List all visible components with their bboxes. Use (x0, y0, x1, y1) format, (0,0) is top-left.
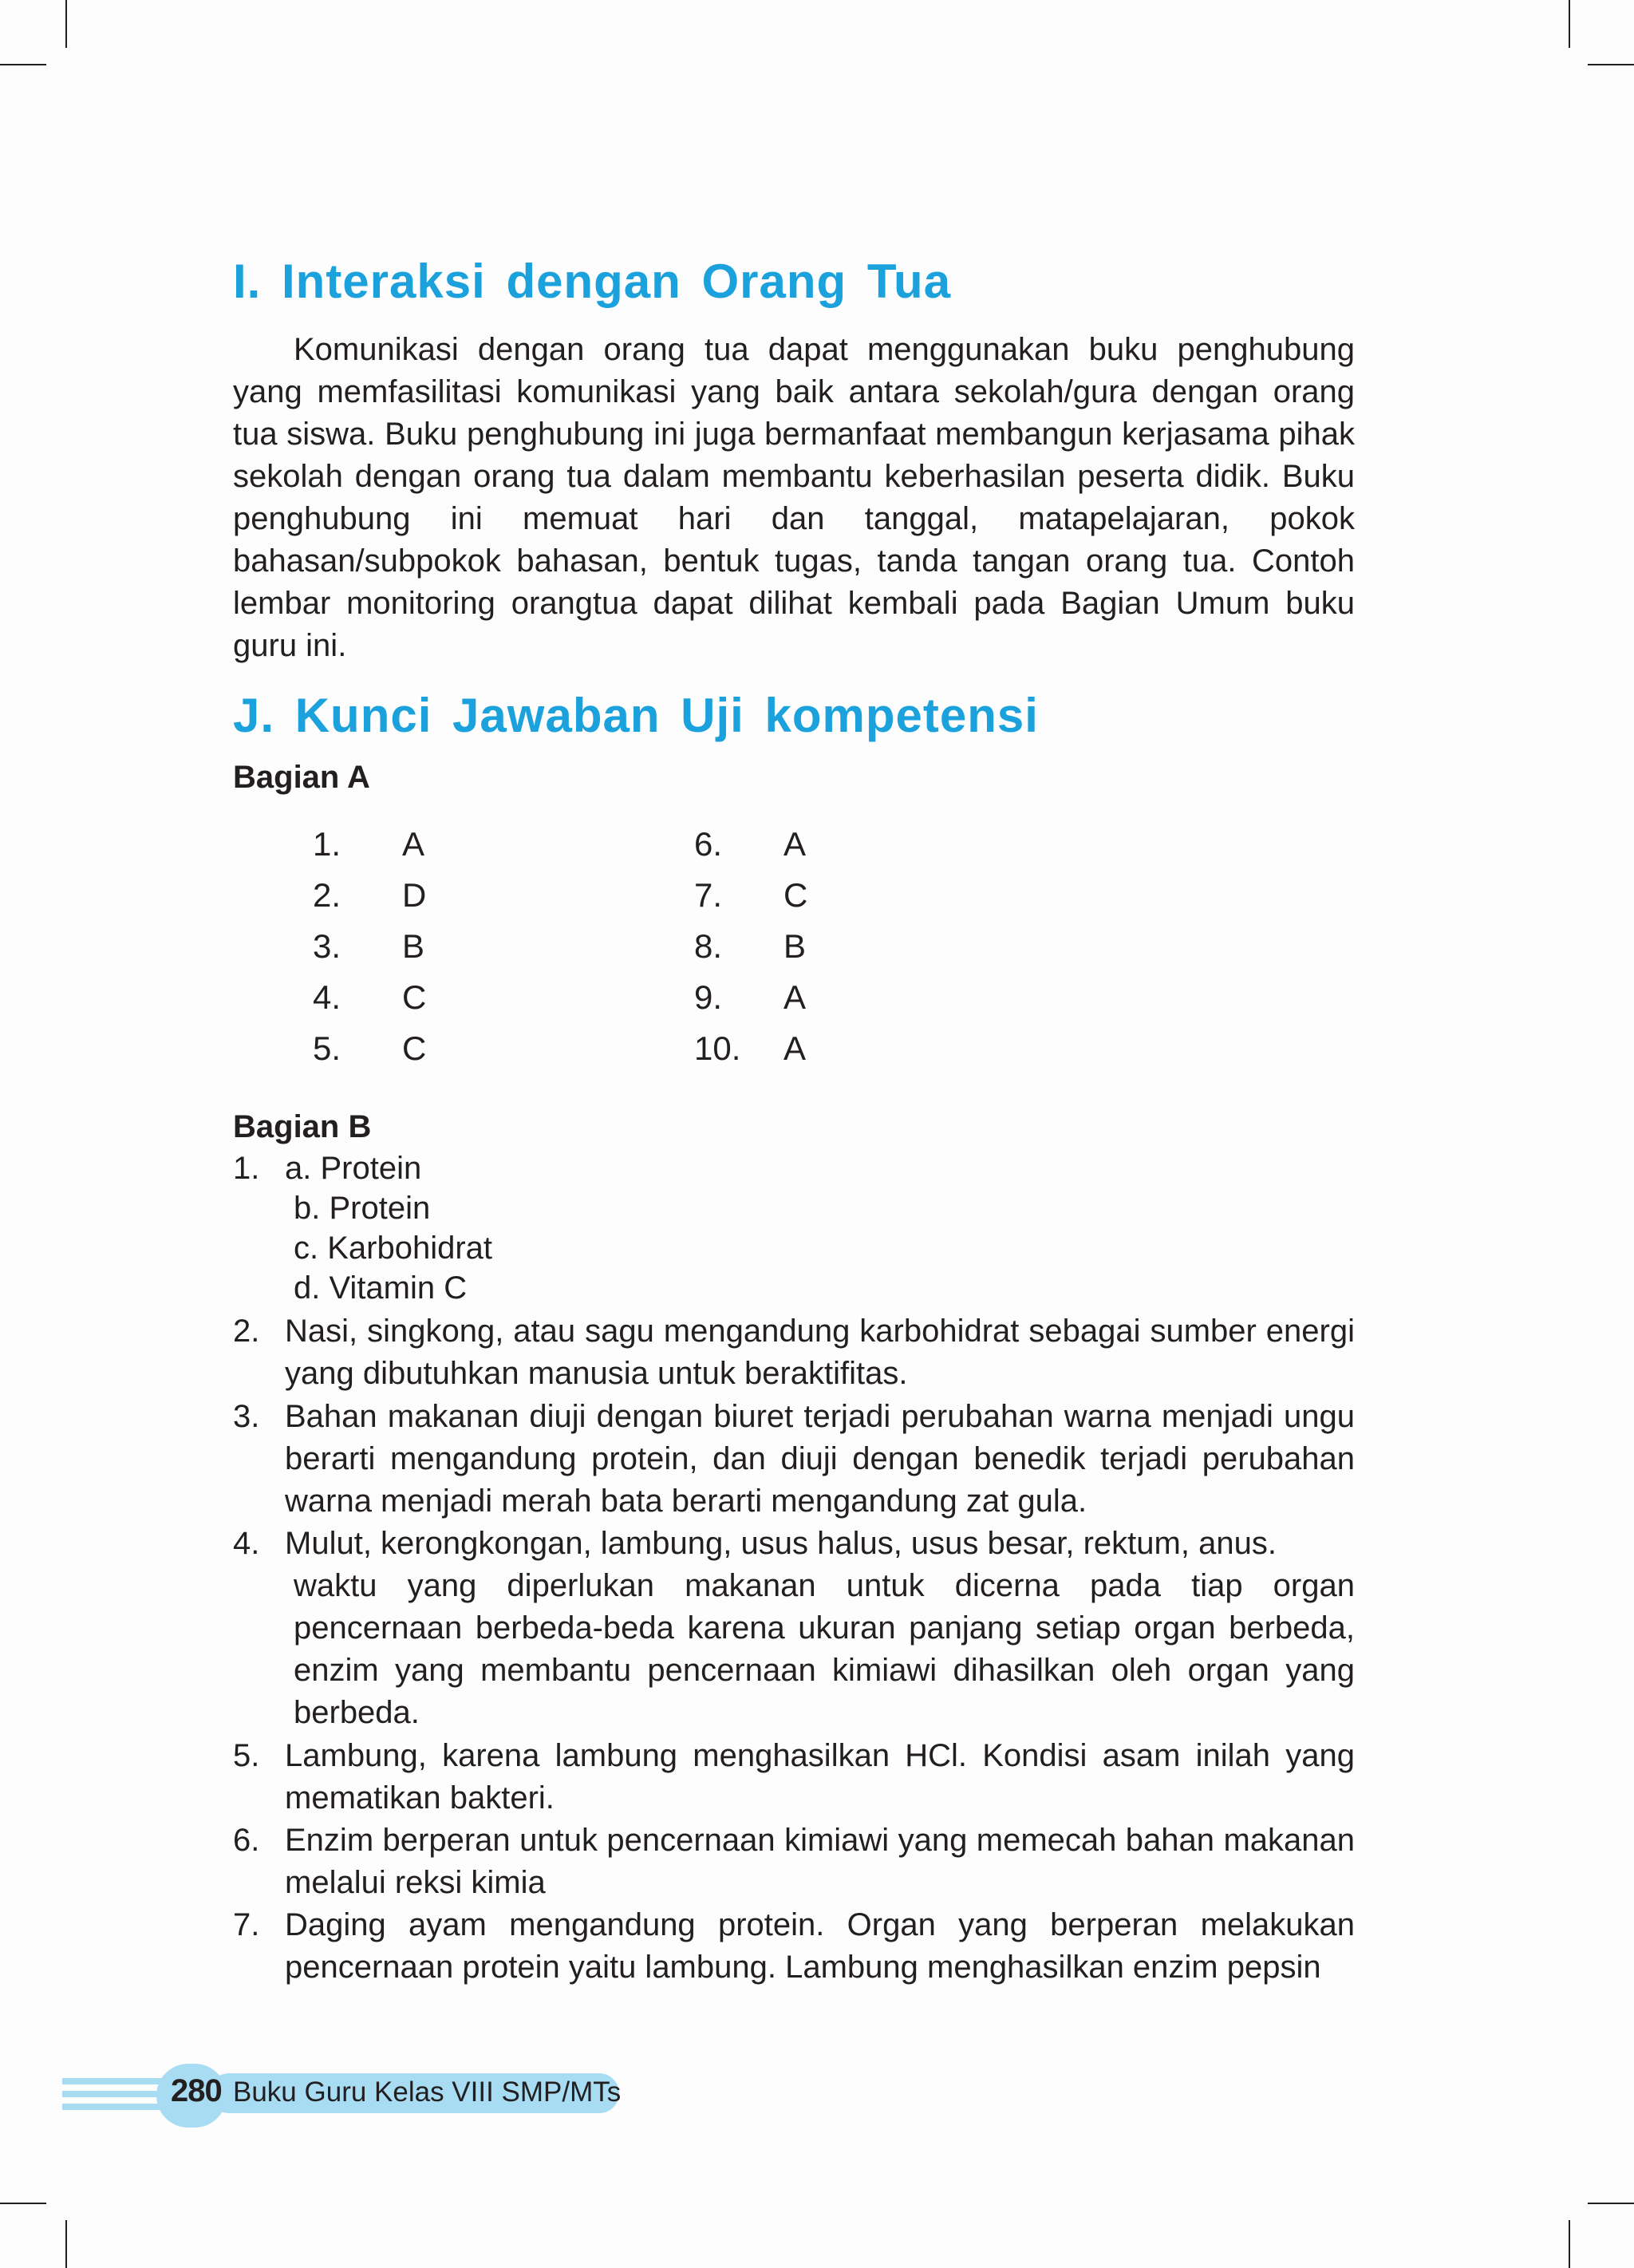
list-number: 3. (233, 1399, 260, 1434)
list-item (233, 1735, 1355, 1820)
list-item: b. Protein (294, 1191, 431, 1226)
answer-number: 3. (313, 927, 341, 965)
list-text: Bahan makanan diuji dengan biuret terjadi perubahan warna menjadi ungu berarti mengandung protein, dan diuji dengan benedik terjadi perubahan warna menjadi merah bata berarti mengandung zat gula. (285, 1399, 1355, 1519)
answer-letter: C (783, 876, 808, 914)
list-text: Mulut, kerongkongan, lambung, usus halus, usus besar, rektum, anus. (285, 1526, 1277, 1561)
answer-letter: C (402, 1029, 427, 1067)
crop-mark (1569, 2220, 1570, 2268)
answer-letter: D (402, 876, 427, 914)
bagian-a-title: Bagian A (233, 760, 370, 795)
list-item (233, 1904, 1355, 1989)
answer-number: 2. (313, 876, 341, 914)
list-number: 1. (233, 1151, 260, 1186)
answer-number: 4. (313, 978, 341, 1016)
section-i-paragraph: Komunikasi dengan orang tua dapat menggunakan buku penghubung yang memfasilitasi komunikasi yang baik antara sekolah/gura dengan orang tua siswa. Buku penghubung ini juga bermanfaat membangun kerjasama pihak sekolah dengan orang tua dalam membantu keberhasilan peserta didik. Buku penghubung ini memuat hari dan tanggal, matapelajaran, pokok bahasan/subpokok bahasan, bentuk tugas, tanda tangan orang tua. Contoh lembar monitoring orangtua dapat dilihat kembali pada Bagian Umum buku guru ini. (233, 332, 1355, 663)
list-item: d. Vitamin C (294, 1270, 468, 1306)
crop-mark (1588, 64, 1634, 65)
list-text: Daging ayam mengandung protein. Organ yang berperan melakukan pencernaan protein yaitu lambung. Lambung menghasilkan enzim pepsin (285, 1907, 1355, 1985)
list-text: waktu yang diperlukan makanan untuk dicerna pada tiap organ pencernaan berbeda-beda karena ukuran panjang setiap organ berbeda, enzim yang membantu pencernaan kimiawi dihasilkan oleh organ yang berbeda. (294, 1568, 1355, 1730)
crop-mark (65, 0, 67, 48)
answer-number: 1. (313, 825, 341, 863)
list-number: 4. (233, 1526, 260, 1561)
list-text: Nasi, singkong, atau sagu mengandung karbohidrat sebagai sumber energi yang dibutuhkan manusia untuk beraktifitas. (285, 1314, 1355, 1391)
list-number: 6. (233, 1823, 260, 1858)
list-number: 7. (233, 1907, 260, 1942)
answer-letter: B (783, 927, 807, 965)
list-item (233, 1820, 1355, 1904)
answer-number: 10. (694, 1029, 741, 1067)
crop-mark (1569, 0, 1570, 48)
answer-letter: C (402, 978, 427, 1016)
crop-mark (0, 64, 46, 65)
crop-mark (1588, 2203, 1634, 2204)
list-item (233, 1396, 1355, 1523)
answer-letter: A (783, 978, 807, 1016)
answer-letter: A (783, 825, 807, 863)
list-text: Enzim berperan untuk pencernaan kimiawi yang memecah bahan makanan melalui reksi kimia (285, 1823, 1355, 1900)
bagian-b-title: Bagian B (233, 1109, 372, 1144)
section-i-heading: I. Interaksi dengan Orang Tua (233, 255, 952, 308)
list-item (233, 1523, 1355, 1734)
crop-mark (0, 2203, 46, 2204)
list-item: c. Karbohidrat (294, 1231, 493, 1266)
answer-number: 7. (694, 876, 723, 914)
answer-number: 8. (694, 927, 723, 965)
list-text: Lambung, karena lambung menghasilkan HCl. Kondisi asam inilah yang mematikan bakteri. (285, 1738, 1355, 1816)
list-number: 2. (233, 1314, 260, 1349)
answer-number: 9. (694, 978, 723, 1016)
section-j-heading: J. Kunci Jawaban Uji kompetensi (233, 689, 1039, 742)
answer-letter: B (402, 927, 425, 965)
answer-letter: A (402, 825, 425, 863)
page-footer (0, 2064, 638, 2128)
answer-number: 6. (694, 825, 723, 863)
page-number: 280 (171, 2073, 222, 2108)
crop-mark (65, 2220, 67, 2268)
book-title: Buku Guru Kelas VIII SMP/MTs (233, 2076, 622, 2108)
answer-number: 5. (313, 1029, 341, 1067)
answer-letter: A (783, 1029, 807, 1067)
list-item: a. Protein (285, 1151, 422, 1186)
list-number: 5. (233, 1738, 260, 1773)
list-item (233, 1310, 1355, 1395)
